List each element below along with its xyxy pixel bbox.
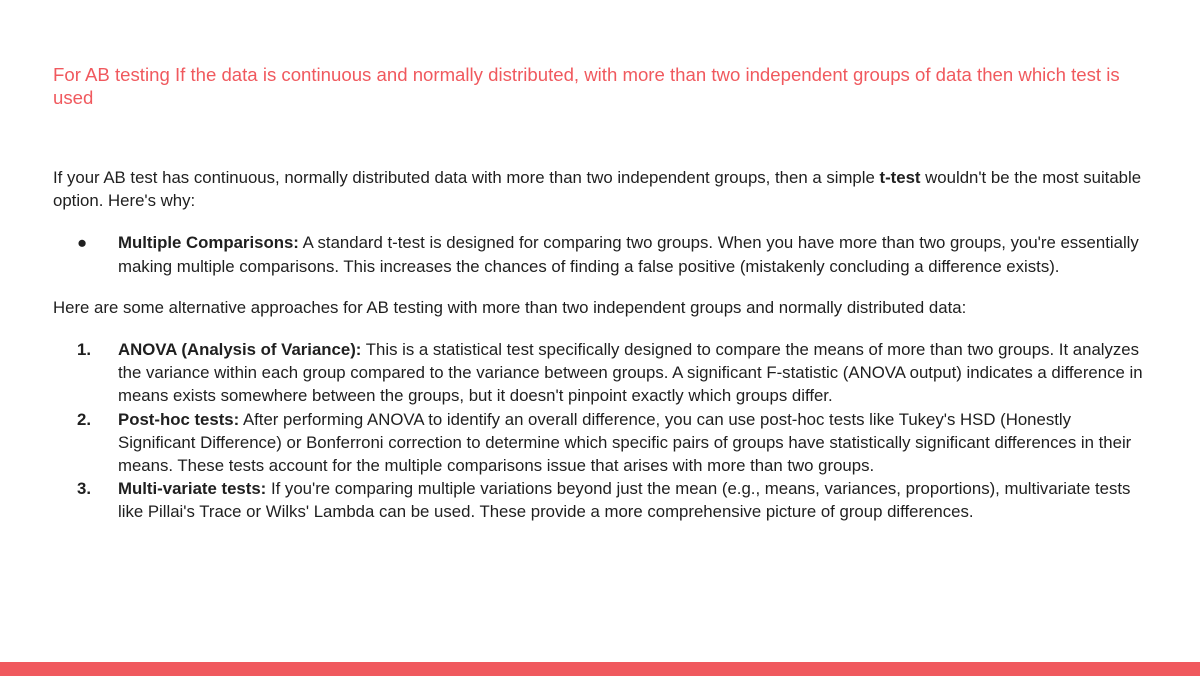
slide-body <box>53 166 1153 524</box>
alternative-item-multivariate <box>53 477 1153 523</box>
alternative-item-heading: ANOVA (Analysis of Variance): <box>118 340 362 360</box>
bullet-item-text: A standard t-test is designed for comparing two groups. When you have more than two groups, you're essentially making multiple comparisons. This increases the chances of finding a false positive (mistakenly concluding a difference exists). <box>118 233 1139 276</box>
list-number: 1. <box>77 340 91 360</box>
alternative-item-heading: Post-hoc tests: <box>118 409 240 429</box>
alternative-item-anova <box>53 338 1153 408</box>
alternative-item-text: This is a statistical test specifically designed to compare the means of more than two groups. It analyzes the variance within each group compared to the variance between groups. A significant F-statistic (ANOVA output) indicates a difference in means exists somewhere between the groups, but it doesn't pinpoint exactly which groups differ. <box>118 340 1143 406</box>
alternative-item-text: If you're comparing multiple variations beyond just the mean (e.g., means, variances, proportions), multivariate tests like Pillai's Trace or Wilks' Lambda can be used. These provide a more comprehensive picture of group differences. <box>118 479 1131 522</box>
alternative-item-post-hoc <box>53 408 1153 478</box>
accent-footer-bar <box>0 662 1200 676</box>
list-number: 2. <box>77 409 91 429</box>
alternatives-list <box>53 338 1153 524</box>
alternatives-intro: Here are some alternative approaches for AB testing with more than two independent groups and normally distributed data: <box>53 297 967 317</box>
intro-bold-term: t-test <box>879 168 921 187</box>
slide-title: For AB testing If the data is continuous and normally distributed, with more than two independent groups of data then which test is used <box>53 64 1120 108</box>
bullet-marker: ● <box>77 233 88 253</box>
list-number: 3. <box>77 479 91 499</box>
intro-text-before: If your AB test has continuous, normally distributed data with more than two independent groups, then a simple <box>53 168 880 187</box>
alternative-item-heading: Multi-variate tests: <box>118 479 267 499</box>
bullet-item-multiple-comparisons <box>53 231 1153 277</box>
intro-paragraph <box>53 166 1153 212</box>
intro-text-after: wouldn't be the most suitable option. Here's why: <box>53 168 1142 211</box>
alternative-item-text: After performing ANOVA to identify an overall difference, you can use post-hoc tests like Tukey's HSD (Honestly Significant Difference) or Bonferroni correction to determine which specific pairs of groups have statistically significant differences in their means. These tests account for the multiple comparisons issue that arises with more than two groups. <box>118 409 1132 476</box>
bullet-item-heading: Multiple Comparisons: <box>118 233 299 253</box>
bullet-list <box>53 231 1153 277</box>
